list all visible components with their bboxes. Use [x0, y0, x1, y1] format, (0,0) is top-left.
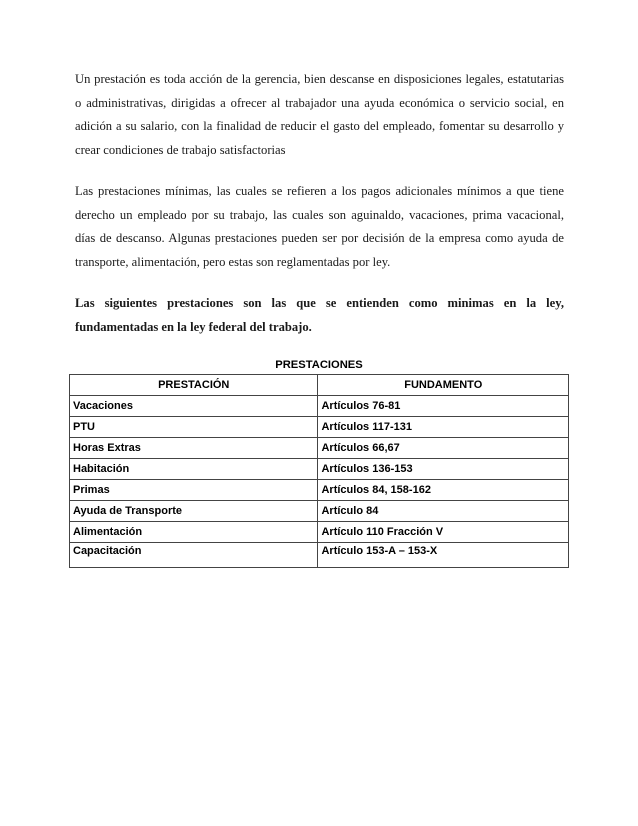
table-row — [70, 417, 569, 438]
cell-prestacion: Habitación — [70, 459, 318, 480]
paragraph-prestaciones-minimas: Las prestaciones mínimas, las cuales se refieren a los pagos adicionales mínimos a que tiene derecho un empleado por su trabajo, las cuales son aguinaldo, vacaciones, prima vacacional, días de descanso. Algunas prestaciones pueden ser por decisión de la empresa como ayuda de transporte, alimentación, pero estas son reglamentadas por ley. — [75, 184, 564, 269]
table-row — [70, 438, 569, 459]
paragraph-intro-tabla: Las siguientes prestaciones son las que se entienden como minimas en la ley, fundamentadas en la ley federal del trabajo. — [75, 296, 564, 334]
header-fundamento: FUNDAMENTO — [318, 375, 569, 396]
table-row — [70, 459, 569, 480]
header-prestacion: PRESTACIÓN — [70, 375, 318, 396]
cell-prestacion: Alimentación — [70, 522, 318, 543]
paragraph-definicion: Un prestación es toda acción de la gerencia, bien descanse en disposiciones legales, estatutarias o administrativas, dirigidas a ofrecer al trabajador una ayuda económica o servicio social, en adición a su salario, con la finalidad de reducir el gasto del empleado, fomentar su desarrollo y crear condiciones de trabajo satisfactorias — [75, 72, 564, 157]
table-row — [70, 543, 569, 568]
cell-fundamento: Artículos 117-131 — [318, 417, 569, 438]
cell-prestacion: Vacaciones — [70, 396, 318, 417]
cell-prestacion: Ayuda de Transporte — [70, 501, 318, 522]
cell-fundamento: Artículos 66,67 — [318, 438, 569, 459]
cell-fundamento: Artículos 76-81 — [318, 396, 569, 417]
table-header-row — [70, 375, 569, 396]
prestaciones-table — [69, 374, 569, 568]
cell-fundamento: Artículos 136-153 — [318, 459, 569, 480]
cell-fundamento: Artículo 110 Fracción V — [318, 522, 569, 543]
cell-fundamento: Artículo 153-A – 153-X — [318, 543, 569, 568]
cell-prestacion: PTU — [70, 417, 318, 438]
cell-prestacion: Primas — [70, 480, 318, 501]
cell-prestacion: Horas Extras — [70, 438, 318, 459]
cell-prestacion: Capacitación — [70, 543, 318, 568]
table-title: PRESTACIONES — [275, 359, 363, 371]
table-row — [70, 501, 569, 522]
table-row — [70, 522, 569, 543]
table-row — [70, 396, 569, 417]
cell-fundamento: Artículos 84, 158-162 — [318, 480, 569, 501]
table-row — [70, 480, 569, 501]
cell-fundamento: Artículo 84 — [318, 501, 569, 522]
